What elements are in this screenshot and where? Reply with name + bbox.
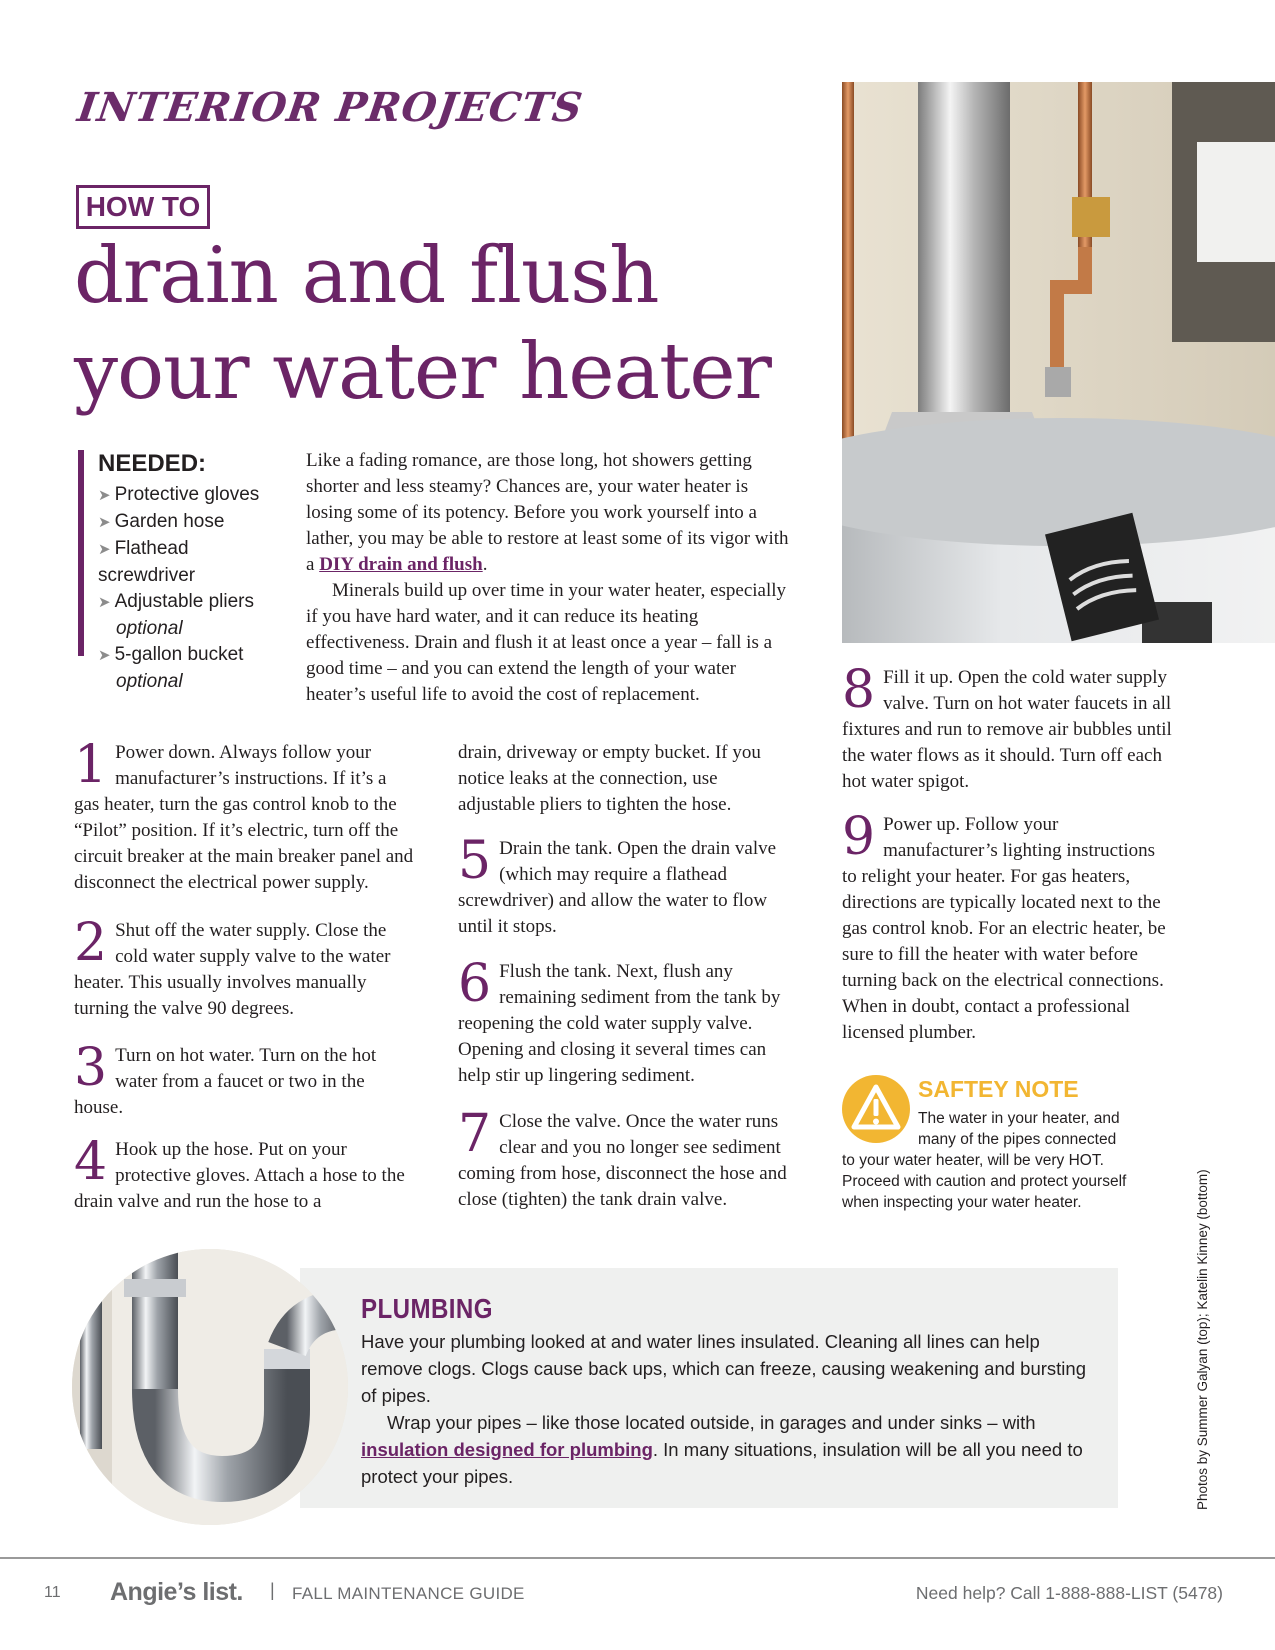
step-number: 4 xyxy=(74,1132,108,1192)
step-5 xyxy=(458,831,798,940)
step-2 xyxy=(74,913,414,1022)
step-7 xyxy=(458,1104,798,1213)
arrow-icon: ➤ xyxy=(98,594,111,611)
arrow-icon: ➤ xyxy=(98,647,111,664)
step-3 xyxy=(74,1038,414,1121)
needed-item-label: Flathead screwdriver xyxy=(98,538,196,586)
step-6 xyxy=(458,954,798,1089)
page-title xyxy=(74,228,834,420)
needed-item-note: optional xyxy=(116,671,183,692)
angies-list-logo: Angie’s list. xyxy=(110,1578,243,1606)
footer-guide-title: FALL MAINTENANCE GUIDE xyxy=(292,1584,525,1603)
plumbing-paragraph: Have your plumbing looked at and water lines insulated. Cleaning all lines can help remove clogs. Clogs cause back ups, which can freeze, causing weakening and bursting of pipes. xyxy=(361,1331,1086,1406)
needed-item xyxy=(98,482,288,509)
step-number: 6 xyxy=(458,954,492,1014)
arrow-icon: ➤ xyxy=(98,487,111,504)
step-9 xyxy=(842,807,1172,1046)
step-4-continued xyxy=(458,740,798,818)
photo-credit: Photos by Summer Galyan (top); Katelin Kinney (bottom) xyxy=(1195,1169,1210,1510)
safety-line: many of the pipes connected xyxy=(918,1131,1117,1148)
safety-line: The water in your heater, and xyxy=(918,1110,1120,1127)
step-text: Fill it up. Open the cold water supply valve. Turn on hot water faucets in all fixtures and run to remove air bubbles until the water flows as it should. Turn off each hot water spigot. xyxy=(842,667,1172,792)
safety-line: to your water heater, will be very HOT. Proceed with caution and protect yourself when inspecting your water heater. xyxy=(842,1152,1127,1211)
footer-help-line: Need help? Call 1-888-888-LIST (5478) xyxy=(915,1583,1223,1603)
needed-item xyxy=(98,642,288,695)
step-text: Power up. Follow your manufacturer’s lighting instructions to relight your heater. For gas heaters, directions are typically located next to the gas control knob. For an electric heater, be sure to fill the heater with water before turning back on the electrical connections. When in doubt, contact a professional licensed plumber. xyxy=(842,814,1166,1043)
plumbing-paragraph xyxy=(361,1409,1101,1490)
needed-item-label: 5-gallon bucket xyxy=(114,644,244,665)
needed-title: NEEDED: xyxy=(98,450,207,477)
step-8 xyxy=(842,660,1172,795)
needed-item xyxy=(98,509,288,536)
sink-pipe-photo xyxy=(72,1249,348,1525)
plumbing-text xyxy=(361,1328,1101,1490)
section-label: INTERIOR PROJECTS xyxy=(74,84,586,131)
footer-divider xyxy=(0,1557,1275,1559)
intro-paragraph xyxy=(306,448,796,578)
title-line-2: your water heater xyxy=(74,327,771,417)
step-text: Close the valve. Once the water runs clear and you no longer see sediment coming from hose, disconnect the hose and close (tighten) the tank drain valve. xyxy=(458,1111,787,1210)
safety-note-text xyxy=(842,1108,1162,1213)
plumbing-title: PLUMBING xyxy=(361,1293,493,1324)
title-line-1: drain and flush xyxy=(74,231,659,321)
step-text: Power down. Always follow your manufacturer’s instructions. If it’s a gas heater, turn the gas control knob to the “Pilot” position. If it’s electric, turn off the circuit breaker at the main breaker panel and disconnect the electrical power supply. xyxy=(74,742,414,893)
step-4 xyxy=(74,1132,414,1215)
step-number: 9 xyxy=(842,807,876,867)
intro-paragraph: Minerals build up over time in your water heater, especially if you have hard water, and it can reduce its heating effectiveness. Drain and flush it at least once a year – fall is a good time – and you can extend the length of your water heater’s useful life to avoid the cost of replacement. xyxy=(306,580,787,705)
needed-item-label: Protective gloves xyxy=(114,484,260,505)
howto-badge: HOW TO xyxy=(76,185,210,229)
step-number: 5 xyxy=(458,831,492,891)
needed-item xyxy=(98,589,288,642)
needed-item xyxy=(98,536,288,589)
footer-separator: | xyxy=(270,1580,275,1600)
step-text: Drain the tank. Open the drain valve (which may require a flathead screwdriver) and allow the water to flow until it stops. xyxy=(458,838,777,937)
step-number: 2 xyxy=(74,913,108,973)
arrow-icon: ➤ xyxy=(98,541,111,558)
step-1 xyxy=(74,735,414,896)
step-number: 8 xyxy=(842,660,876,720)
step-number: 1 xyxy=(74,735,108,795)
plumbing-text-span: Wrap your pipes – like those located outside, in garages and under sinks – with xyxy=(387,1412,1036,1433)
needed-item-label: Adjustable pliers xyxy=(114,591,254,612)
step-text: Flush the tank. Next, flush any remaining sediment from the tank by reopening the cold water supply valve. Opening and closing it several times can help stir up lingering sediment. xyxy=(458,961,781,1086)
step-text: drain, driveway or empty bucket. If you notice leaks at the connection, use adjustable pliers to tighten the hose. xyxy=(458,742,761,815)
step-number: 3 xyxy=(74,1038,108,1098)
step-text: Hook up the hose. Put on your protective gloves. Attach a hose to the drain valve and run the hose to a xyxy=(74,1139,405,1212)
step-number: 7 xyxy=(458,1104,492,1164)
intro-text-span: . xyxy=(482,554,488,575)
arrow-icon: ➤ xyxy=(98,514,111,531)
safety-note-title: SAFTEY NOTE xyxy=(918,1076,1079,1102)
needed-item-note: optional xyxy=(116,618,183,639)
diy-drain-link[interactable]: DIY drain and flush xyxy=(319,554,483,575)
needed-item-label: Garden hose xyxy=(114,511,225,532)
insulation-link[interactable]: insulation designed for plumbing xyxy=(361,1439,653,1460)
step-text: Shut off the water supply. Close the cold water supply valve to the water heater. This usually involves manually turning the valve 90 degrees. xyxy=(74,920,391,1019)
water-heater-photo xyxy=(842,82,1275,643)
step-text: Turn on hot water. Turn on the hot water from a faucet or two in the house. xyxy=(74,1045,377,1118)
page-number: 11 xyxy=(44,1584,61,1601)
plumbing-text-span: . In many situations, insulation will be all you need to protect your pipes. xyxy=(361,1439,1083,1487)
needed-list xyxy=(78,450,288,692)
intro-text xyxy=(306,448,796,708)
intro-text-span: Like a fading romance, are those long, hot showers getting shorter and less steamy? Chances are, your water heater is losing some of its potency. Before you work yourself into a lather, you may be able to restore at least some of its vigor with a xyxy=(306,450,789,575)
